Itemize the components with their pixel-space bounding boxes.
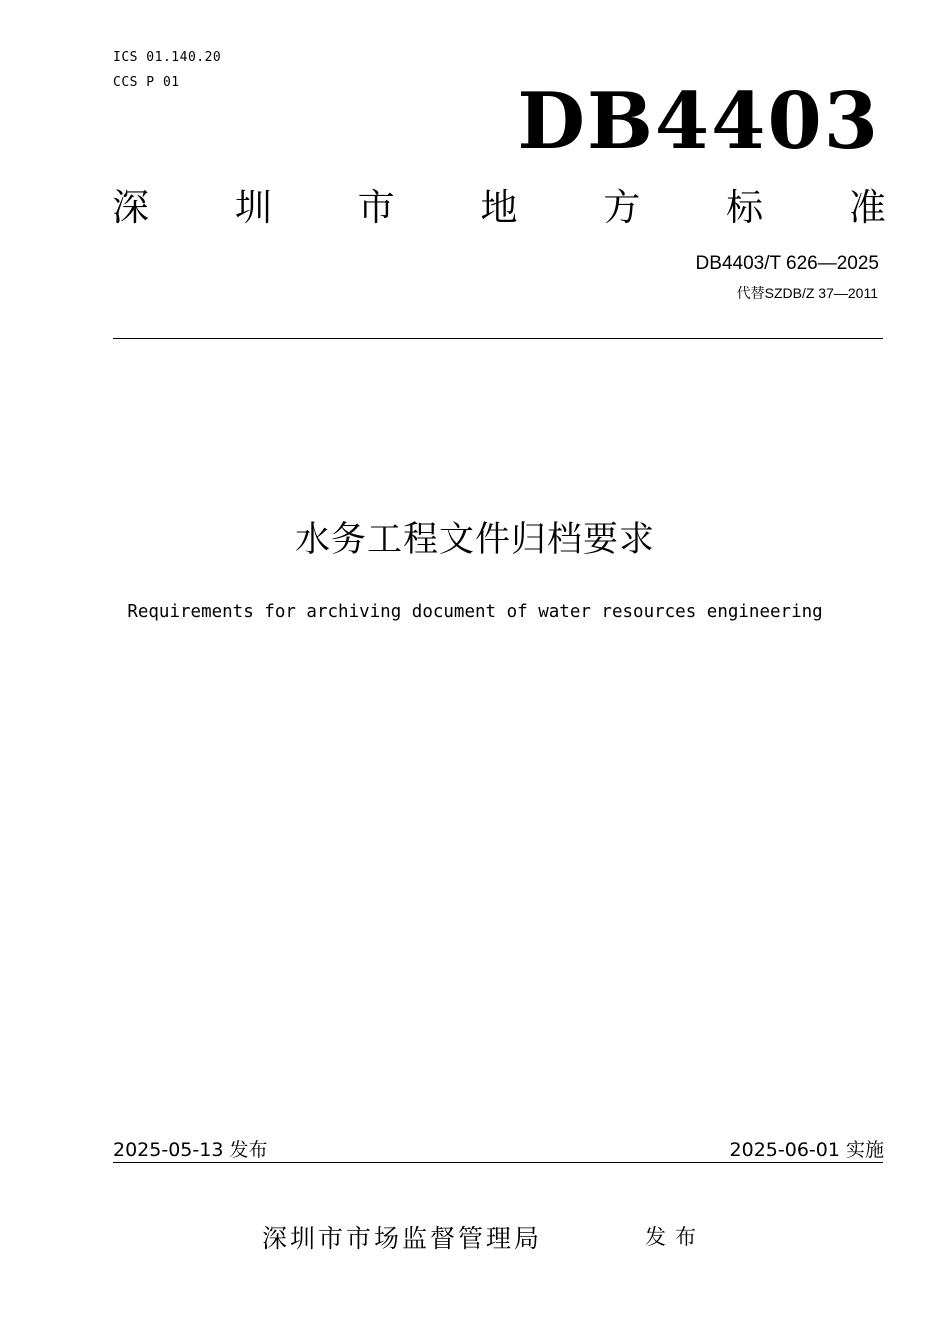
document-title-english: Requirements for archiving document of water resources engineering <box>127 602 823 622</box>
standard-type-char: 地 <box>480 186 518 229</box>
standard-type-char: 圳 <box>234 186 272 229</box>
standard-type-char: 准 <box>848 186 886 229</box>
bottom-divider <box>113 1162 883 1163</box>
standard-type-heading <box>112 186 886 230</box>
top-divider <box>113 338 883 339</box>
standard-code-logo: DB4403 <box>517 76 880 167</box>
standard-type-char: 方 <box>603 186 641 229</box>
replaces-standard: 代替SZDB/Z 37—2011 <box>736 285 878 301</box>
issue-date: 2025-05-13 发布 <box>113 1139 268 1161</box>
standard-number: DB4403/T 626—2025 <box>695 253 879 274</box>
ccs-code: CCS P 01 <box>113 75 180 90</box>
document-title-chinese: 水务工程文件归档要求 <box>294 520 655 560</box>
implementation-date: 2025-06-01 实施 <box>729 1139 884 1161</box>
standard-type-char: 市 <box>357 186 395 229</box>
issue-label: 发布 <box>645 1225 705 1249</box>
standard-type-char: 标 <box>726 186 764 229</box>
issuing-authority: 深圳市市场监督管理局 <box>262 1224 543 1253</box>
ics-code: ICS 01.140.20 <box>113 50 222 65</box>
standard-type-char: 深 <box>112 186 149 229</box>
